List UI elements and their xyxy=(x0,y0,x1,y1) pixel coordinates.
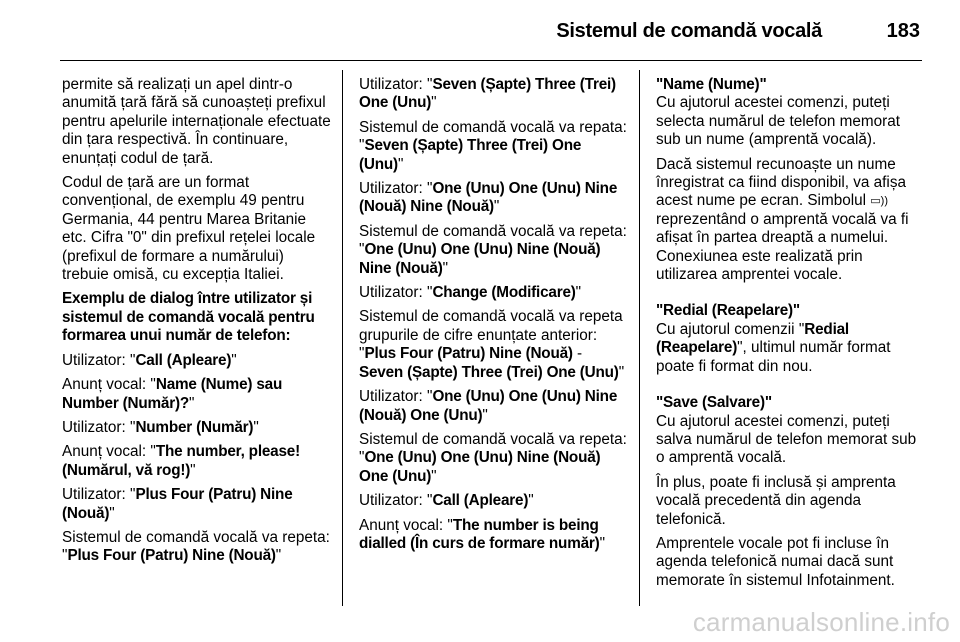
column-right xyxy=(656,76,928,596)
page-number: 183 xyxy=(886,20,920,42)
dialog-line: Anunț vocal: "The number, please! (Numărul, vă rog!)" xyxy=(62,443,300,479)
dialog-line: Utilizator: "Call (Apleare)" xyxy=(62,351,237,369)
paragraph: Dacă sistemul recunoaște un nume înregistrat ca fiind disponibil, va afișa acest nume pe ecran. Simbolul ▭)) reprezentând o amprentă vocală va fi afișat în partea dreaptă a numelui. Conexiunea este realizată prin utilizarea amprentei vocale. xyxy=(656,155,909,284)
dialog-line: Sistemul de comandă vocală va repeta grupurile de cifre enunțate anterior: "Plus Four (Patru) Nine (Nouă) - Seven (Șapte) Three (Trei) One (Unu)" xyxy=(359,308,625,381)
page-title: Sistemul de comandă vocală xyxy=(556,20,822,42)
paragraph: În plus, poate fi inclusă și amprenta vocală precedentă din agenda telefonică. xyxy=(656,473,896,528)
column-divider xyxy=(639,70,640,606)
dialog-line: Sistemul de comandă vocală va repeta: "One (Unu) One (Unu) Nine (Nouă) One (Unu)" xyxy=(359,430,627,485)
paragraph: Codul de țară are un format convențional, de exemplu 49 pentru Germania, 44 pentru Marea Britanie etc. Cifra "0" din prefixul rețelei locale (prefixul de formare a numărului) trebuie omisă, cu excepția Italiei. xyxy=(62,174,316,284)
paragraph: Cu ajutorul acestei comenzi, puteți salva numărul de telefon memorat sub o amprentă vocală. xyxy=(656,412,917,467)
paragraph: Cu ajutorul comenzii "Redial (Reapelare)", ultimul număr format poate fi format din nou. xyxy=(656,320,891,375)
paragraph: permite să realizați un apel dintr-o anumită țară fără să cunoașteți prefixul pentru apelurile internaționale efectuate din țara respectivă. În continuare, enunțați codul de țară. xyxy=(62,76,331,167)
voice-tag-icon: ▭)) xyxy=(870,195,889,208)
dialog-line: Anunț vocal: "Name (Nume) sau Number (Număr)?" xyxy=(62,376,283,412)
dialog-line: Anunț vocal: "The number is being dialled (În curs de formare număr)" xyxy=(359,516,605,552)
section-heading: "Redial (Reapelare)" xyxy=(656,302,800,320)
watermark: carmanualsonline.info xyxy=(692,607,950,637)
dialog-line: Utilizator: "Call (Apleare)" xyxy=(359,492,534,510)
section-heading: "Name (Nume)" xyxy=(656,76,767,93)
column-middle xyxy=(359,76,627,559)
dialog-line: Sistemul de comandă vocală va repeta: "Plus Four (Patru) Nine (Nouă)" xyxy=(62,528,330,565)
dialog-line: Sistemul de comandă vocală va repata: "Seven (Șapte) Three (Trei) One (Unu)" xyxy=(359,118,627,173)
page-header xyxy=(0,0,960,60)
column-left xyxy=(62,76,332,572)
paragraph: Cu ajutorul acestei comenzi, puteți selecta numărul de telefon memorat sub un nume (amprentă vocală). xyxy=(656,94,901,149)
dialog-line: Utilizator: "Seven (Șapte) Three (Trei) One (Unu)" xyxy=(359,76,616,112)
dialog-line: Utilizator: "One (Unu) One (Unu) Nine (Nouă) One (Unu)" xyxy=(359,388,618,424)
column-divider xyxy=(342,70,343,606)
dialog-line: Utilizator: "Plus Four (Patru) Nine (Nouă)" xyxy=(62,486,293,522)
dialog-line: Sistemul de comandă vocală va repeta: "One (Unu) One (Unu) Nine (Nouă) Nine (Nouă)" xyxy=(359,222,627,277)
dialog-line: Utilizator: "One (Unu) One (Unu) Nine (Nouă) Nine (Nouă)" xyxy=(359,180,618,216)
dialog-heading: Exemplu de dialog între utilizator și sistemul de comandă vocală pentru formarea unui număr de telefon: xyxy=(62,290,315,345)
section-heading: "Save (Salvare)" xyxy=(656,394,772,412)
header-divider xyxy=(60,60,922,61)
paragraph: Amprentele vocale pot fi incluse în agenda telefonică numai dacă sunt memorate în sistemul Infotainment. xyxy=(656,534,895,589)
dialog-line: Utilizator: "Change (Modificare)" xyxy=(359,284,582,302)
dialog-line: Utilizator: "Number (Număr)" xyxy=(62,418,259,436)
